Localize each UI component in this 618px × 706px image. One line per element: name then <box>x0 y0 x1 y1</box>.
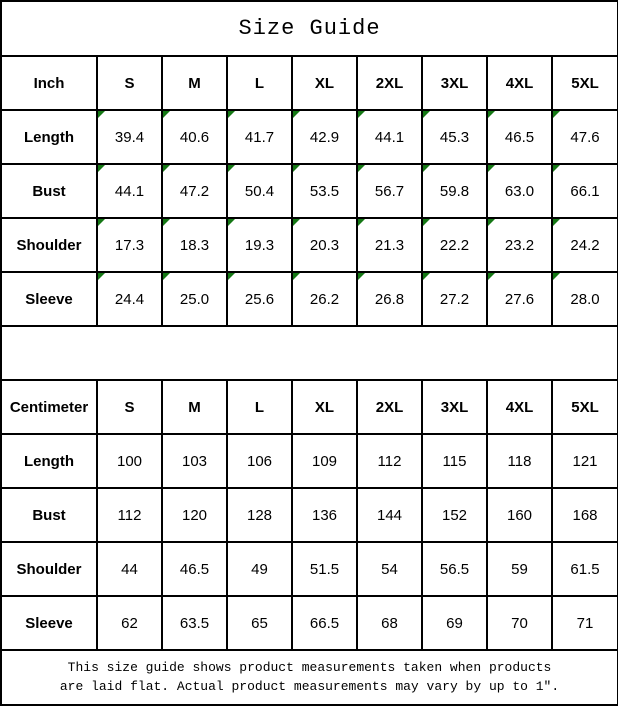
inch-size-table <box>1 56 618 326</box>
title-row <box>1 1 618 56</box>
measure-value-cell: 44.1 <box>97 164 162 218</box>
measure-value-cell: 53.5 <box>292 164 357 218</box>
size-col-header: L <box>227 380 292 434</box>
measure-value-cell: 112 <box>357 434 422 488</box>
measure-value-cell: 47.2 <box>162 164 227 218</box>
measure-value-cell: 56.7 <box>357 164 422 218</box>
measure-value-cell: 118 <box>487 434 552 488</box>
size-col-header: M <box>162 380 227 434</box>
excel-flag-triangle-icon <box>423 273 430 280</box>
measure-value-cell: 25.0 <box>162 272 227 326</box>
measure-value-cell: 40.6 <box>162 110 227 164</box>
measure-value-cell: 25.6 <box>227 272 292 326</box>
measure-value-cell: 121 <box>552 434 618 488</box>
measure-value-cell: 152 <box>422 488 487 542</box>
measure-value-cell: 61.5 <box>552 542 618 596</box>
excel-flag-triangle-icon <box>553 111 560 118</box>
measure-value-cell: 47.6 <box>552 110 618 164</box>
measure-value-cell: 50.4 <box>227 164 292 218</box>
size-col-header: 4XL <box>487 380 552 434</box>
measure-value-cell: 120 <box>162 488 227 542</box>
page-title: Size Guide <box>1 1 618 56</box>
measure-label: Length <box>1 434 97 488</box>
size-col-header: 5XL <box>552 380 618 434</box>
measure-value-cell: 63.0 <box>487 164 552 218</box>
excel-flag-triangle-icon <box>488 219 495 226</box>
measure-value-cell: 63.5 <box>162 596 227 650</box>
centimeter-size-table <box>1 380 618 650</box>
measure-value-cell: 115 <box>422 434 487 488</box>
measure-value-cell: 42.9 <box>292 110 357 164</box>
measure-value-cell: 44 <box>97 542 162 596</box>
measure-value-cell: 106 <box>227 434 292 488</box>
excel-flag-triangle-icon <box>228 111 235 118</box>
footer-row <box>1 650 618 705</box>
measure-value-cell: 27.2 <box>422 272 487 326</box>
measure-row <box>1 272 618 326</box>
measure-value-cell: 59.8 <box>422 164 487 218</box>
measure-value-cell: 68 <box>357 596 422 650</box>
measure-value-cell: 66.1 <box>552 164 618 218</box>
measure-value-cell: 62 <box>97 596 162 650</box>
measure-value-cell: 17.3 <box>97 218 162 272</box>
excel-flag-triangle-icon <box>98 111 105 118</box>
size-col-header: 3XL <box>422 56 487 110</box>
measure-value-cell: 66.5 <box>292 596 357 650</box>
measure-value-cell: 69 <box>422 596 487 650</box>
size-col-header: 3XL <box>422 380 487 434</box>
excel-flag-triangle-icon <box>163 165 170 172</box>
excel-flag-triangle-icon <box>293 111 300 118</box>
measure-value-cell: 20.3 <box>292 218 357 272</box>
measure-row <box>1 542 618 596</box>
measure-label: Sleeve <box>1 596 97 650</box>
measure-value-cell: 18.3 <box>162 218 227 272</box>
excel-flag-triangle-icon <box>293 165 300 172</box>
excel-flag-triangle-icon <box>358 165 365 172</box>
measure-value-cell: 128 <box>227 488 292 542</box>
measure-value-cell: 45.3 <box>422 110 487 164</box>
measure-row <box>1 164 618 218</box>
measure-value-cell: 23.2 <box>487 218 552 272</box>
size-col-header: 2XL <box>357 380 422 434</box>
measure-value-cell: 70 <box>487 596 552 650</box>
measure-row <box>1 218 618 272</box>
excel-flag-triangle-icon <box>358 219 365 226</box>
measure-value-cell: 46.5 <box>487 110 552 164</box>
size-col-header: 5XL <box>552 56 618 110</box>
excel-flag-triangle-icon <box>488 165 495 172</box>
excel-flag-triangle-icon <box>228 219 235 226</box>
excel-flag-triangle-icon <box>423 111 430 118</box>
measure-value-cell: 65 <box>227 596 292 650</box>
measure-label: Length <box>1 110 97 164</box>
excel-flag-triangle-icon <box>488 111 495 118</box>
measure-value-cell: 103 <box>162 434 227 488</box>
excel-flag-triangle-icon <box>423 219 430 226</box>
excel-flag-triangle-icon <box>98 165 105 172</box>
measure-row <box>1 488 618 542</box>
size-col-header: S <box>97 56 162 110</box>
measure-row <box>1 434 618 488</box>
excel-flag-triangle-icon <box>358 111 365 118</box>
measure-value-cell: 100 <box>97 434 162 488</box>
size-col-header: 4XL <box>487 56 552 110</box>
excel-flag-triangle-icon <box>553 219 560 226</box>
measure-value-cell: 51.5 <box>292 542 357 596</box>
measure-value-cell: 27.6 <box>487 272 552 326</box>
excel-flag-triangle-icon <box>163 111 170 118</box>
excel-flag-triangle-icon <box>488 273 495 280</box>
measure-value-cell: 168 <box>552 488 618 542</box>
size-col-header: S <box>97 380 162 434</box>
measure-row <box>1 596 618 650</box>
excel-flag-triangle-icon <box>228 273 235 280</box>
size-col-header: XL <box>292 380 357 434</box>
measure-value-cell: 39.4 <box>97 110 162 164</box>
measure-value-cell: 21.3 <box>357 218 422 272</box>
measure-value-cell: 24.4 <box>97 272 162 326</box>
excel-flag-triangle-icon <box>163 273 170 280</box>
footer-note <box>1 650 618 705</box>
excel-flag-triangle-icon <box>358 273 365 280</box>
footer-section <box>1 650 618 705</box>
measure-value-cell: 46.5 <box>162 542 227 596</box>
excel-flag-triangle-icon <box>98 273 105 280</box>
measure-value-cell: 24.2 <box>552 218 618 272</box>
measure-label: Bust <box>1 488 97 542</box>
unit-label: Centimeter <box>1 380 97 434</box>
size-header-row <box>1 56 618 110</box>
measure-value-cell: 22.2 <box>422 218 487 272</box>
measure-label: Shoulder <box>1 218 97 272</box>
excel-flag-triangle-icon <box>163 219 170 226</box>
measure-value-cell: 19.3 <box>227 218 292 272</box>
measure-value-cell: 44.1 <box>357 110 422 164</box>
measure-value-cell: 54 <box>357 542 422 596</box>
unit-label: Inch <box>1 56 97 110</box>
table-gap-row <box>1 326 618 380</box>
table-gap <box>1 326 618 380</box>
footer-note-line-1: This size guide shows product measurements taken when products <box>67 659 552 675</box>
measure-value-cell: 59 <box>487 542 552 596</box>
size-col-header: L <box>227 56 292 110</box>
measure-value-cell: 112 <box>97 488 162 542</box>
measure-value-cell: 56.5 <box>422 542 487 596</box>
excel-flag-triangle-icon <box>293 273 300 280</box>
excel-flag-triangle-icon <box>553 165 560 172</box>
size-col-header: 2XL <box>357 56 422 110</box>
excel-flag-triangle-icon <box>228 165 235 172</box>
measure-value-cell: 136 <box>292 488 357 542</box>
measure-value-cell: 41.7 <box>227 110 292 164</box>
excel-flag-triangle-icon <box>423 165 430 172</box>
measure-value-cell: 160 <box>487 488 552 542</box>
measure-value-cell: 28.0 <box>552 272 618 326</box>
size-col-header: M <box>162 56 227 110</box>
measure-label: Sleeve <box>1 272 97 326</box>
footer-note-line-2: are laid flat. Actual product measurements may vary by up to 1″. <box>59 678 560 694</box>
excel-flag-triangle-icon <box>98 219 105 226</box>
measure-value-cell: 144 <box>357 488 422 542</box>
measure-value-cell: 26.8 <box>357 272 422 326</box>
measure-value-cell: 26.2 <box>292 272 357 326</box>
measure-label: Bust <box>1 164 97 218</box>
measure-value-cell: 71 <box>552 596 618 650</box>
size-header-row <box>1 380 618 434</box>
excel-flag-triangle-icon <box>293 219 300 226</box>
measure-value-cell: 49 <box>227 542 292 596</box>
spacer-section <box>1 326 618 380</box>
title-section <box>1 1 618 56</box>
measure-label: Shoulder <box>1 542 97 596</box>
measure-value-cell: 109 <box>292 434 357 488</box>
size-col-header: XL <box>292 56 357 110</box>
measure-row <box>1 110 618 164</box>
excel-flag-triangle-icon <box>553 273 560 280</box>
